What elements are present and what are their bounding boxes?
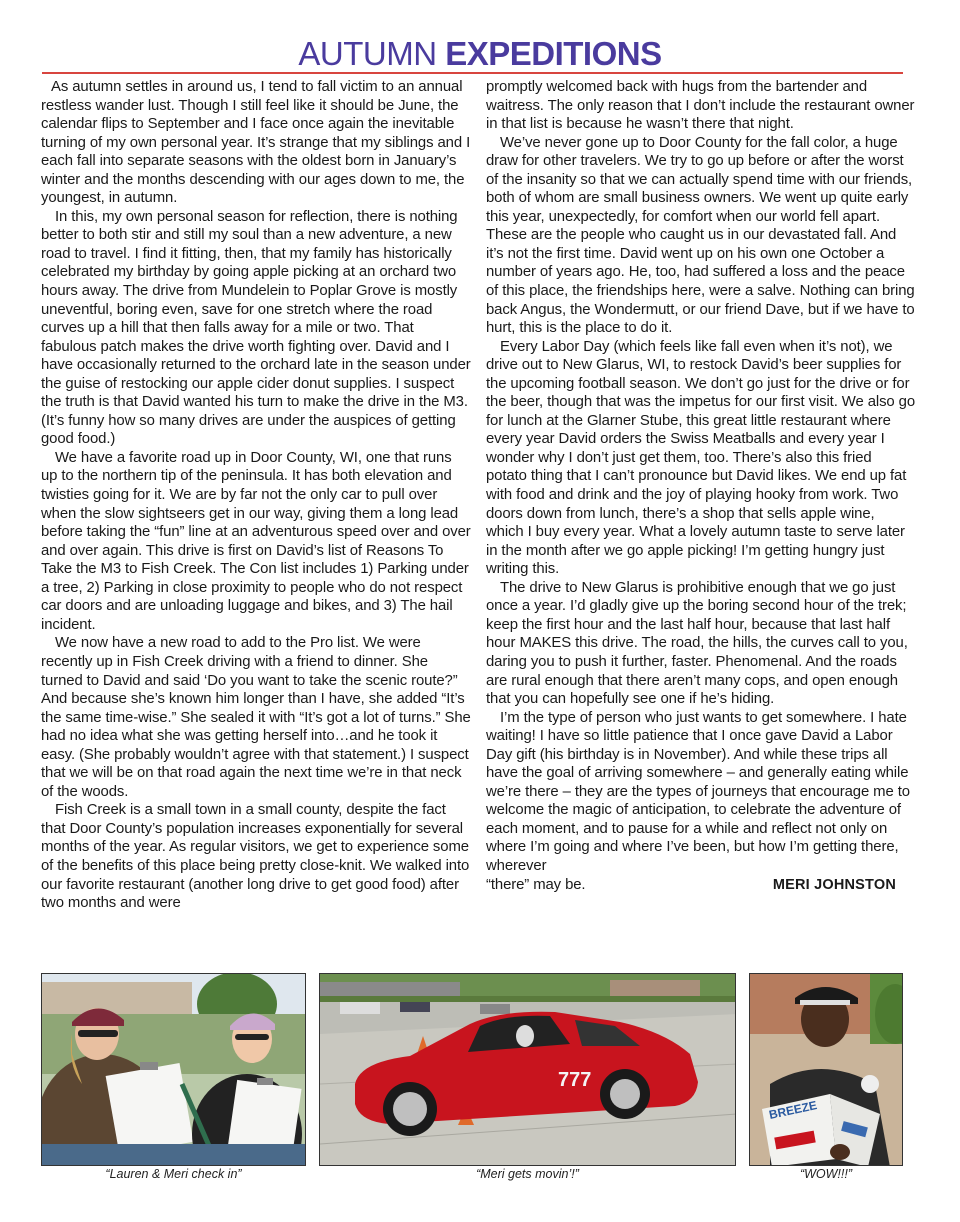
title-rule [42, 72, 903, 74]
last-line: “there” may be. [486, 876, 586, 893]
magazine-title: BREEZE [767, 1098, 819, 1122]
paragraph: We’ve never gone up to Door County for the fall color, a huge draw for other travelers. We try to go up before or after the worst of the insanity so that we can actually spend time with our friends, both of whom are small business owners. We went up quite early this year, unexpectedly, for comfort when our world fell apart. These are the people who caught us in our devastated fall. And it’s not the first time. David went up on his own one October a number of years ago. He, too, had suffered a loss and the peace of this place, the friendships here, were a salve. Nothing can bring back Angus, the Wondermutt, or our friend Dave, but if we have to hurt, this is the place to do it. [486, 134, 915, 337]
caption-photo-2: “Meri gets movin’!” [476, 1167, 579, 1181]
photo-wow [749, 973, 903, 1166]
right-column [486, 78, 916, 894]
photo-wow-image [750, 974, 903, 1166]
paragraph: As autumn settles in around us, I tend to fall victim to an annual restless wander lust. Though I still feel like it should be June, the calendar flips to September and I face once again the inevitable turning of my own personal year. It’s strange that my siblings and I each fall into separate seasons with the oldest born in January’s winter and the months descending with our ages down to me, the youngest, in autumn. [41, 79, 471, 207]
title-light: AUTUMN [298, 35, 437, 72]
paragraph: Fish Creek is a small town in a small county, despite the fact that Door County’s population increases exponentially for several months of the year. As regular visitors, we get to experience some of the benefits of this place being pretty close-knit. We walked into our favorite restaurant (another long drive to get good food) after two months and were [41, 802, 470, 912]
photo-lauren-meri [41, 973, 306, 1166]
article-title [0, 34, 960, 74]
paragraph: Every Labor Day (which feels like fall even when it’s not), we drive out to New Glarus, WI, to restock David’s beer supplies for the upcoming football season. We don’t go just for the drive or for the beer, though that was the impetus for our first visit. We also go for lunch at the Glarner Stube, this great little restaurant where every year David orders the Swiss Meatballs and every year I wonder why I don’t just get them, too. There’s also this fried potato thing that I can’t pronounce but David likes. We end up fat with food and drink and the joy of playing hooky from work. Two doors down from lunch, there’s a shop that sells apple wine, which I buy every year. What a lovely autumn taste to serve later in the month after we go apple picking! I’m getting hungry just writing this. [486, 338, 916, 578]
photo-car-image [320, 974, 736, 1166]
title-bold: EXPEDITIONS [445, 35, 662, 72]
author-byline: MERI JOHNSTON [772, 876, 896, 893]
paragraph: We now have a new road to add to the Pro list. We were recently up in Fish Creek driving with a friend to dinner. She turned to David and said ‘Do you want to take the scenic route?” And because she’s known him longer than I have, she added “It’s the same time-wise.” She sealed it with “It’s got a lot of turns.” She had no idea what she was getting herself into…and he took it easy. (She probably wouldn’t agree with that statement.) I suspect that we will be on that road again the next time we’re in that neck of the woods. [41, 635, 471, 800]
paragraph: The drive to New Glarus is prohibitive enough that we go just once a year. I’d gladly give up the boring second hour of the trek; keep the first hour and the last half hour, because that last half hour MAKES this drive. The road, the hills, the curves call to you, daring you to push it further, faster. Phenomenal. And the roads are rural enough that there aren’t many cops, and open enough that you can hopefully see one if he’s hiding. [486, 579, 908, 708]
paragraph: We have a favorite road up in Door County, WI, one that runs up to the northern tip of the peninsula. It has both elevation and twisties going for it. We are by far not the only car to pull over when the slow sightseers get in our way, giving them a long lead before taking the “fun” line at an adventurous speed over and over and over again. This drive is first on David’s list of Reasons To Take the M3 to Fish Creek. The Con list includes 1) Parking under a tree, 2) Parking in close proximity to people who do not respect car doors and are unloading luggage and bikes, and 3) The hail incident. [41, 449, 471, 633]
closing-line [486, 876, 896, 895]
car-number: 777 [558, 1069, 592, 1091]
paragraph: I’m the type of person who just wants to get somewhere. I hate waiting! I have so little patience that I once gave David a Labor Day gift (his birthday is in November). And while these trips all have the goal of arriving somewhere – and generally eating while we’re there – they are the types of journeys that encourage me to welcome the magic of anticipation, to celebrate the adventure of each moment, and to pause for a while and reflect not only on where I’m going and where I’ve been, but how I’m getting there, wherever [486, 709, 910, 874]
caption-photo-3: “WOW!!!” [799, 1167, 853, 1181]
photo-lauren-meri-image [42, 974, 306, 1166]
paragraph: In this, my own personal season for reflection, there is nothing better to both stir and still my soul than a new adventure, a new road to travel. I find it fitting, then, that my family has historically celebrated my birthday by going apple picking at an orchard two hours away. The drive from Mundelein to Poplar Grove is mostly uneventful, boring even, save for one stretch where the road curves up a hill that then falls away for a mile or two. That fabulous patch makes the drive worth fighting over. David and I have occasionally returned to the orchard late in the season under the guise of restocking our apple cider donut supplies. I suspect the truth is that David wanted his turn to make the drive in the M3. (It’s funny how so many drives are under the auspices of getting good food.) [41, 208, 471, 448]
left-column [41, 78, 471, 913]
caption-photo-1: “Lauren & Meri check in” [105, 1167, 242, 1181]
photo-car [319, 973, 736, 1166]
paragraph: promptly welcomed back with hugs from the bartender and waitress. The only reason that I don’t include the restaurant owner in that list is because he wasn’t there that night. [486, 79, 915, 133]
